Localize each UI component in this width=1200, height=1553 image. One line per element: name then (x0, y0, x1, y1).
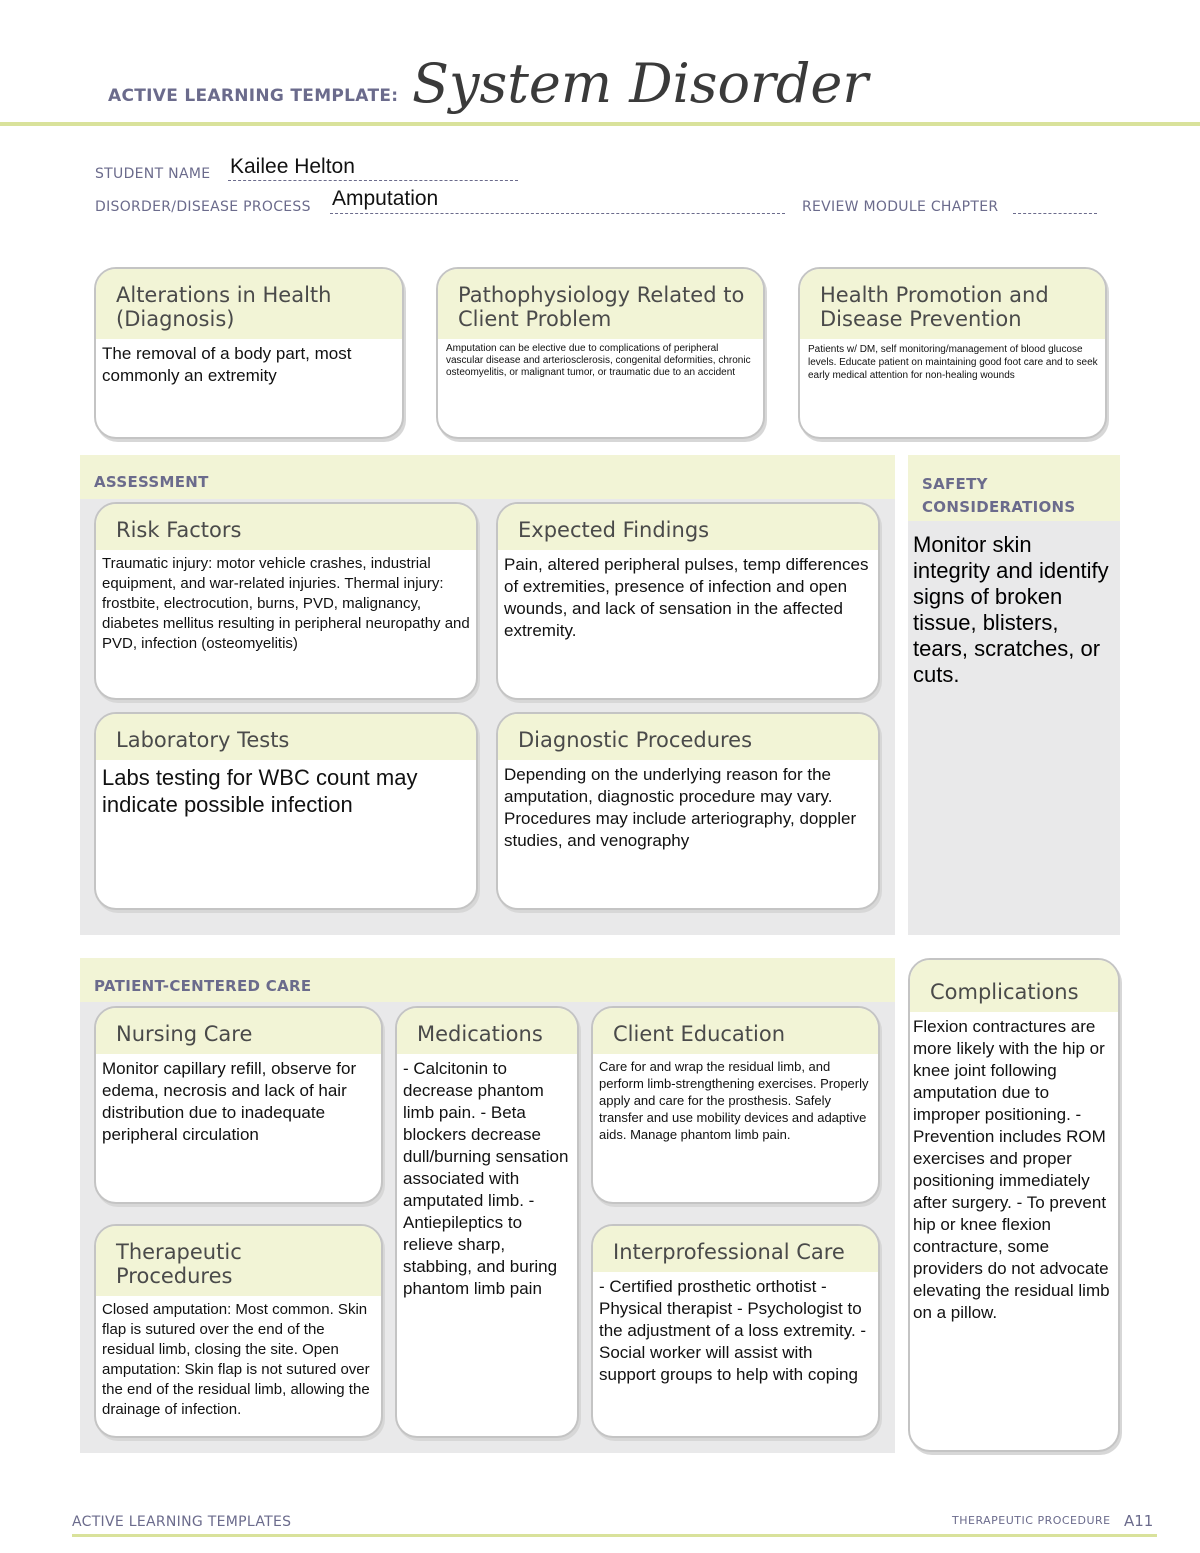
expected-findings-box (496, 502, 880, 700)
therapeutic-procedures-body[interactable]: Closed amputation: Most common. Skin flap is sutured over the end of the residual limb, closing the site. Open amputation: Skin flap is not sutured over the end of the residual limb, allowing the drainage of infection. (102, 1301, 370, 1418)
interprofessional-care-body[interactable]: - Certified prosthetic orthotist - Physical therapist - Psychologist to the adjustment of a loss extremity. - Social worker will assist with support groups to help with coping (599, 1277, 867, 1384)
client-education-title: Client Education (593, 1008, 878, 1054)
assessment-title: ASSESSMENT (94, 473, 209, 491)
pathophysiology-title: Pathophysiology Related to Client Problem (438, 269, 763, 339)
alterations-title: Alterations in Health (Diagnosis) (96, 269, 402, 339)
page-title: System Disorder (412, 52, 869, 115)
disorder-field[interactable]: Amputation (332, 187, 439, 210)
student-name-field[interactable]: Kailee Helton (230, 155, 355, 178)
complications-title: Complications (910, 960, 1118, 1012)
patient-care-title: PATIENT-CENTERED CARE (94, 977, 312, 995)
client-education-body[interactable]: Care for and wrap the residual limb, and perform limb-strengthening exercises. Properly apply and care for the prosthesis. Safely transfer and use mobility devices and adaptive aids. Manage phantom limb pain. (599, 1059, 869, 1142)
expected-findings-body[interactable]: Pain, altered peripheral pulses, temp differences of extremities, presence of infection and open wounds, and lack of sensation in the affected extremity. (504, 555, 869, 640)
nursing-care-body[interactable]: Monitor capillary refill, observe for edema, necrosis and lack of hair distribution due to inadequate peripheral circulation (102, 1059, 357, 1144)
page-number: A11 (1124, 1512, 1154, 1530)
template-label: ACTIVE LEARNING TEMPLATE: (108, 86, 399, 106)
footer-right: THERAPEUTIC PROCEDURE (952, 1514, 1111, 1527)
diagnostic-procedures-title: Diagnostic Procedures (498, 714, 878, 760)
complications-body[interactable]: Flexion contractures are more likely with the hip or knee joint following amputation due to improper positioning. - Prevention includes ROM exercises and proper positioning immediately after surgery. - To prevent hip or knee flexion contracture, some providers do not advocate elevating the residual limb on a pillow. (913, 1017, 1110, 1322)
disorder-label: DISORDER/DISEASE PROCESS (95, 199, 311, 215)
health-promotion-box (798, 267, 1107, 439)
safety-title: SAFETY CONSIDERATIONS (922, 475, 1076, 516)
footer-left: ACTIVE LEARNING TEMPLATES (72, 1514, 292, 1530)
interprofessional-care-box (591, 1224, 880, 1438)
nursing-care-title: Nursing Care (96, 1008, 381, 1054)
medications-body[interactable]: - Calcitonin to decrease phantom limb pain. - Beta blockers decrease dull/burning sensation associated with amputated limb. - Antiepileptics to relieve sharp, stabbing, and buring phantom limb pain (403, 1059, 569, 1298)
client-education-box (591, 1006, 880, 1204)
therapeutic-procedures-box (94, 1224, 383, 1438)
diagnostic-procedures-body[interactable]: Depending on the underlying reason for the amputation, diagnostic procedure may vary. Procedures may include arteriography, doppler studies, and venography (504, 765, 857, 850)
alterations-box (94, 267, 404, 439)
health-promotion-body[interactable]: Patients w/ DM, self monitoring/management of blood glucose levels. Educate patient on maintaining good foot care and to seek early medical attention for non-healing wounds (808, 344, 1098, 381)
laboratory-tests-title: Laboratory Tests (96, 714, 476, 760)
disorder-underline (330, 213, 785, 214)
medications-title: Medications (397, 1008, 577, 1054)
health-promotion-title: Health Promotion and Disease Prevention (800, 269, 1105, 339)
complications-box (908, 958, 1120, 1452)
pathophysiology-box (436, 267, 765, 439)
laboratory-tests-body[interactable]: Labs testing for WBC count may indicate possible infection (102, 765, 418, 817)
medications-box (395, 1006, 579, 1438)
review-module-field[interactable] (1013, 213, 1097, 214)
risk-factors-box (94, 502, 478, 700)
diagnostic-procedures-box (496, 712, 880, 910)
safety-panel (908, 455, 1120, 935)
risk-factors-title: Risk Factors (96, 504, 476, 550)
student-name-label: STUDENT NAME (95, 166, 211, 182)
expected-findings-title: Expected Findings (498, 504, 878, 550)
nursing-care-box (94, 1006, 383, 1204)
alterations-body[interactable]: The removal of a body part, most commonly an extremity (102, 344, 352, 385)
safety-body[interactable]: Monitor skin integrity and identify signs of broken tissue, blisters, tears, scratches, or cuts. (913, 532, 1109, 687)
header-divider (0, 122, 1200, 126)
risk-factors-body[interactable]: Traumatic injury: motor vehicle crashes, industrial equipment, and war-related injuries. Thermal injury: frostbite, electrocution, burns, PVD, malignancy, diabetes mellitus resulting in peripheral neuropathy and PVD, infection (osteomyelitis) (102, 555, 470, 652)
interprofessional-care-title: Interprofessional Care (593, 1226, 878, 1272)
laboratory-tests-box (94, 712, 478, 910)
therapeutic-procedures-title: Therapeutic Procedures (96, 1226, 381, 1296)
student-name-underline (228, 180, 518, 181)
footer-divider (72, 1534, 1157, 1537)
pathophysiology-body[interactable]: Amputation can be elective due to complications of peripheral vascular disease and arteriosclerosis, congenital deformities, chronic osteomyelitis, or malignant tumor, or traumatic due to an accident (446, 343, 751, 378)
review-module-label: REVIEW MODULE CHAPTER (802, 199, 999, 215)
